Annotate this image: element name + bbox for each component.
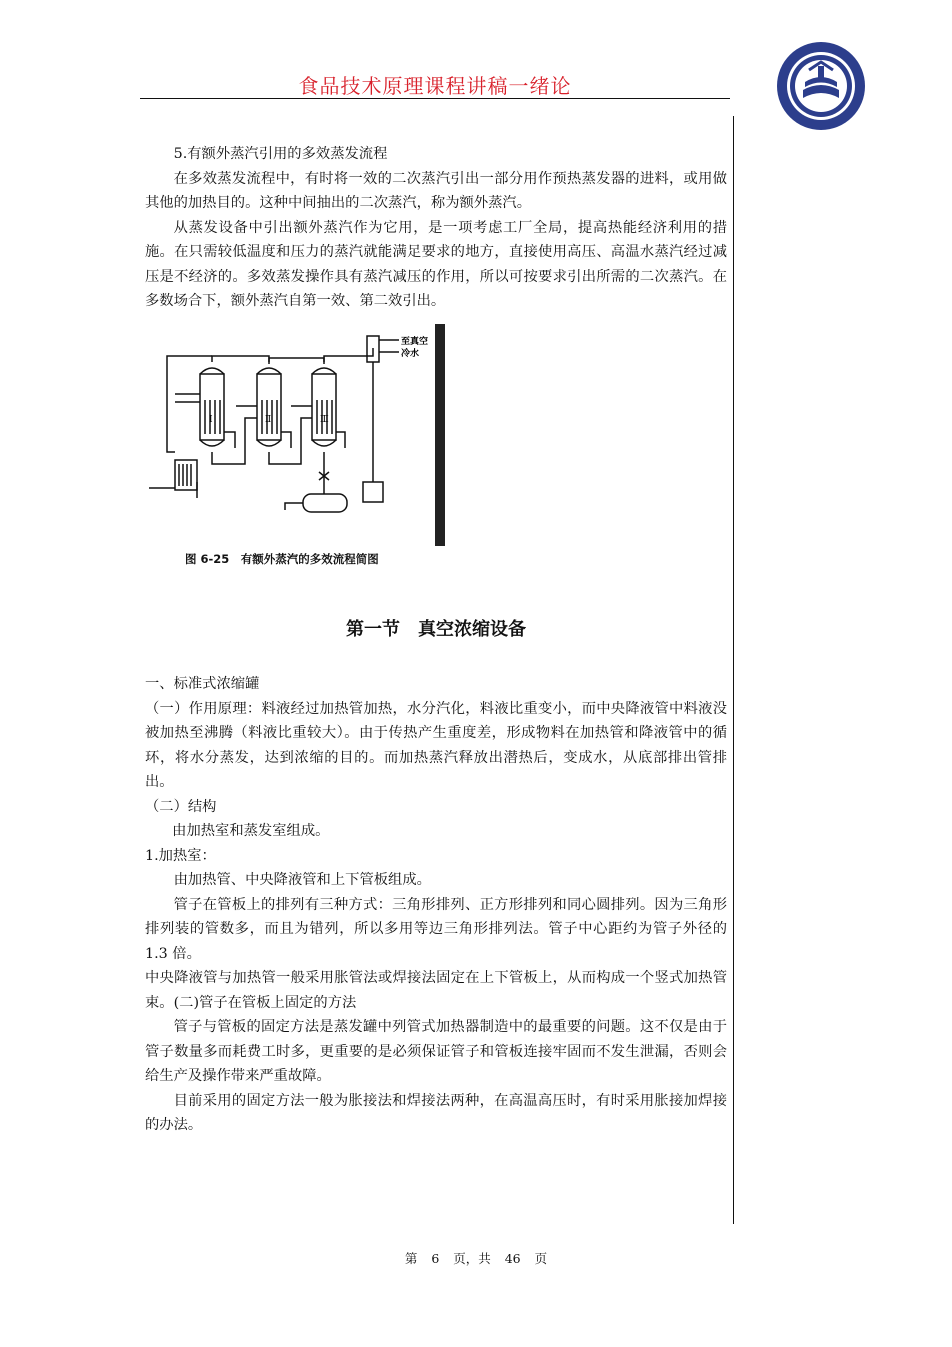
paragraph: 在多效蒸发流程中，有时将一效的二次蒸汽引出一部分用作预热蒸发器的进料，或用做其他的加热目的。这种中间抽出的二次蒸汽，称为额外蒸汽。 (145, 170, 727, 211)
paragraph: 从蒸发设备中引出额外蒸汽作为它用，是一项考虑工厂全局，提高热能经济利用的措施。在只需较低温度和压力的蒸汽就能满足要求的地方，直接使用高压、高温水蒸汽经过减压是不经济的。多效蒸发操作具有蒸汽减压的作用，所以可按要求引出所需的二次蒸汽。在多数场合下，额外蒸汽自第一效、第二效引出。 (145, 219, 727, 309)
section-item: 一、标准式浓缩罐 (145, 676, 260, 692)
subheading-multi-effect: 5.有额外蒸汽引用的多效蒸发流程 (173, 146, 388, 162)
university-seal-icon (775, 40, 867, 132)
label-cold-water: 冷水 (401, 348, 420, 359)
section-item: 由加热室和蒸发室组成。 (172, 823, 330, 839)
section-item: （二）结构 (145, 798, 217, 815)
effect-label-2: Ⅱ (265, 414, 272, 425)
section-item: 目前采用的固定方法一般为胀接法和焊接法两种，在高温高压时，有时采用胀接加焊接的办法。 (145, 1092, 727, 1133)
figure-caption: 图 6-25 有额外蒸汽的多效流程简图 (185, 551, 379, 566)
section-item: 管子与管板的固定方法是蒸发罐中列管式加热器制造中的最重要的问题。这不仅是由于管子数量多而耗费工时多，更重要的是必须保证管子和管板连接牢固而不发生泄漏，否则会给生产及操作带来严重故障。 (145, 1019, 727, 1084)
page-content (145, 142, 727, 1138)
section-item: 1.加热室： (145, 847, 216, 864)
section-item: 管子在管板上的排列有三种方式：三角形排列、正方形排列和同心圆排列。因为三角形排列装的管数多，而且为错列，所以多用等边三角形排列法。管子中心距约为管子外径的 1.3 倍。 (145, 896, 727, 962)
effect-label-1: Ⅰ (209, 414, 213, 425)
page-header-title: 食品技术原理课程讲稿一绪论 (298, 74, 572, 98)
section-item: （一）作用原理：料液经过加热管加热，水分汽化，料液比重变小，而中央降液管中料液没被加热至沸腾（料液比重较大）。由于传热产生重度差，形成物料在加热管和降液管中的循环，将水分蒸发，达到浓缩的目的。而加热蒸汽释放出潜热后，变成水，从底部排出管排出。 (145, 700, 727, 790)
section-item: 由加热管、中央降液管和上下管板组成。 (173, 872, 431, 888)
effect-label-3: Ⅲ (320, 414, 329, 425)
header-rule (140, 98, 730, 99)
page-footer: 第 6 页，共 46 页 (404, 1251, 548, 1266)
figure-multi-effect-flow (145, 322, 447, 570)
flow-diagram (145, 322, 447, 570)
label-to-vacuum: 至真空 (401, 336, 429, 347)
section-title: 第一节 真空浓缩设备 (346, 618, 526, 640)
right-margin-rule (733, 116, 734, 1224)
section-item: 中央降液管与加热管一般采用胀管法或焊接法固定在上下管板上，从而构成一个竖式加热管束。(二)管子在管板上固定的方法 (145, 970, 727, 1011)
